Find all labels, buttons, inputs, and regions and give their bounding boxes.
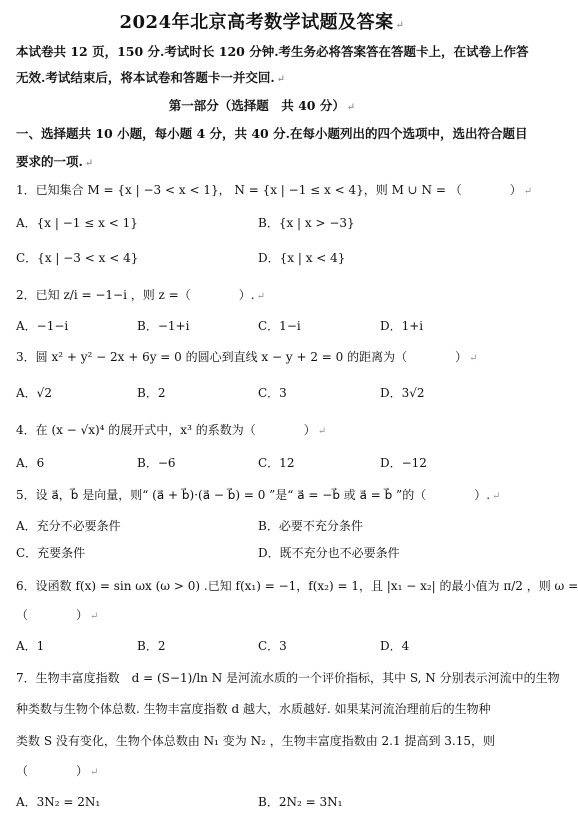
question-7-option-a: A．3N₂ = 2N₁ [16, 795, 101, 809]
question-7-stem-blank: （ ） ↵ [16, 764, 99, 778]
question-3-option-d: D．3√2 [380, 386, 425, 400]
intro-line-1: 本试卷共 12 页，150 分.考试时长 120 分钟.考生务必将答案答在答题卡上，在试卷上作答 [16, 44, 529, 59]
question-6-stem-blank: （ ） ↵ [16, 608, 99, 622]
question-7-stem-line-1: 7．生物丰富度指数 d = (S−1)/ln N 是河流水质的一个评价指标，其中 S, N 分别表示河流中的生物 [16, 671, 560, 685]
question-7-stem-line-3: 类数 S 没有变化，生物个体总数由 N₁ 变为 N₂ ，生物丰富度指数由 2.1 提高到 3.15，则 [16, 734, 495, 748]
section-header-line-2: 要求的一项. ↵ [16, 154, 94, 169]
question-4-option-a: A．6 [16, 456, 45, 470]
intro-line-2: 无效.考试结束后，将本试卷和答题卡一并交回. ↵ [16, 70, 286, 85]
question-4-option-c: C．12 [258, 456, 295, 470]
question-4-option-d: D．−12 [380, 456, 427, 470]
part-title: 第一部分（选择题 共 40 分） ↵ [168, 98, 356, 113]
question-1-option-b: B．{x | x > −3} [258, 216, 355, 230]
question-2-option-a: A．−1−i [16, 319, 69, 333]
question-4-stem: 4．在 (x − √x)⁴ 的展开式中，x³ 的系数为（ ） ↵ [16, 423, 327, 437]
question-6-option-b: B．2 [137, 639, 166, 653]
question-6-option-a: A．1 [16, 639, 45, 653]
question-3-option-b: B．2 [137, 386, 166, 400]
question-1-option-d: D．{x | x < 4} [258, 251, 346, 265]
document-title: 2024年北京高考数学试题及答案 ↵ [119, 12, 405, 33]
section-header-line-1: 一、选择题共 10 小题，每小题 4 分，共 40 分.在每小题列出的四个选项中，选出符合题目 [16, 126, 528, 141]
question-5-option-d: D．既不充分也不必要条件 [258, 546, 400, 560]
question-2-option-d: D．1+i [380, 319, 424, 333]
question-3-stem: 3．圆 x² + y² − 2x + 6y = 0 的圆心到直线 x − y + 2 = 0 的距离为（ ） ↵ [16, 350, 478, 364]
question-5-option-c: C．充要条件 [16, 546, 86, 560]
question-1-option-a: A．{x | −1 ≤ x < 1} [16, 216, 138, 230]
question-3-option-a: A．√2 [16, 386, 52, 400]
question-5-option-a: A．充分不必要条件 [16, 519, 121, 533]
question-7-stem-line-2: 种类数与生物个体总数. 生物丰富度指数 d 越大，水质越好. 如果某河流治理前后的生物种 [16, 702, 491, 716]
question-7-option-b: B．2N₂ = 3N₁ [258, 795, 343, 809]
question-5-option-b: B．必要不充分条件 [258, 519, 363, 533]
question-3-option-c: C．3 [258, 386, 287, 400]
question-2-option-b: B．−1+i [137, 319, 190, 333]
question-6-option-c: C．3 [258, 639, 287, 653]
question-2-stem: 2．已知 z/i = −1−i ，则 z =（ ）. ↵ [16, 288, 265, 302]
question-2-option-c: C．1−i [258, 319, 301, 333]
question-6-stem: 6．设函数 f(x) = sin ωx (ω > 0) .已知 f(x₁) = −1，f(x₂) = 1，且 |x₁ − x₂| 的最小值为 π/2 ，则 ω = [16, 579, 578, 593]
question-6-option-d: D．4 [380, 639, 410, 653]
question-1-option-c: C．{x | −3 < x < 4} [16, 251, 139, 265]
question-5-stem: 5．设 a⃗，b⃗ 是向量，则“ (a⃗ + b⃗)·(a⃗ − b⃗) = 0 ”是“ a⃗ = −b⃗ 或 a⃗ = b⃗ ”的（ ）. ↵ [16, 488, 501, 502]
question-1-stem: 1．已知集合 M = {x | −3 < x < 1}， N = {x | −1 ≤ x < 4}，则 M ∪ N = （ ） ↵ [16, 183, 533, 197]
question-4-option-b: B．−6 [137, 456, 176, 470]
